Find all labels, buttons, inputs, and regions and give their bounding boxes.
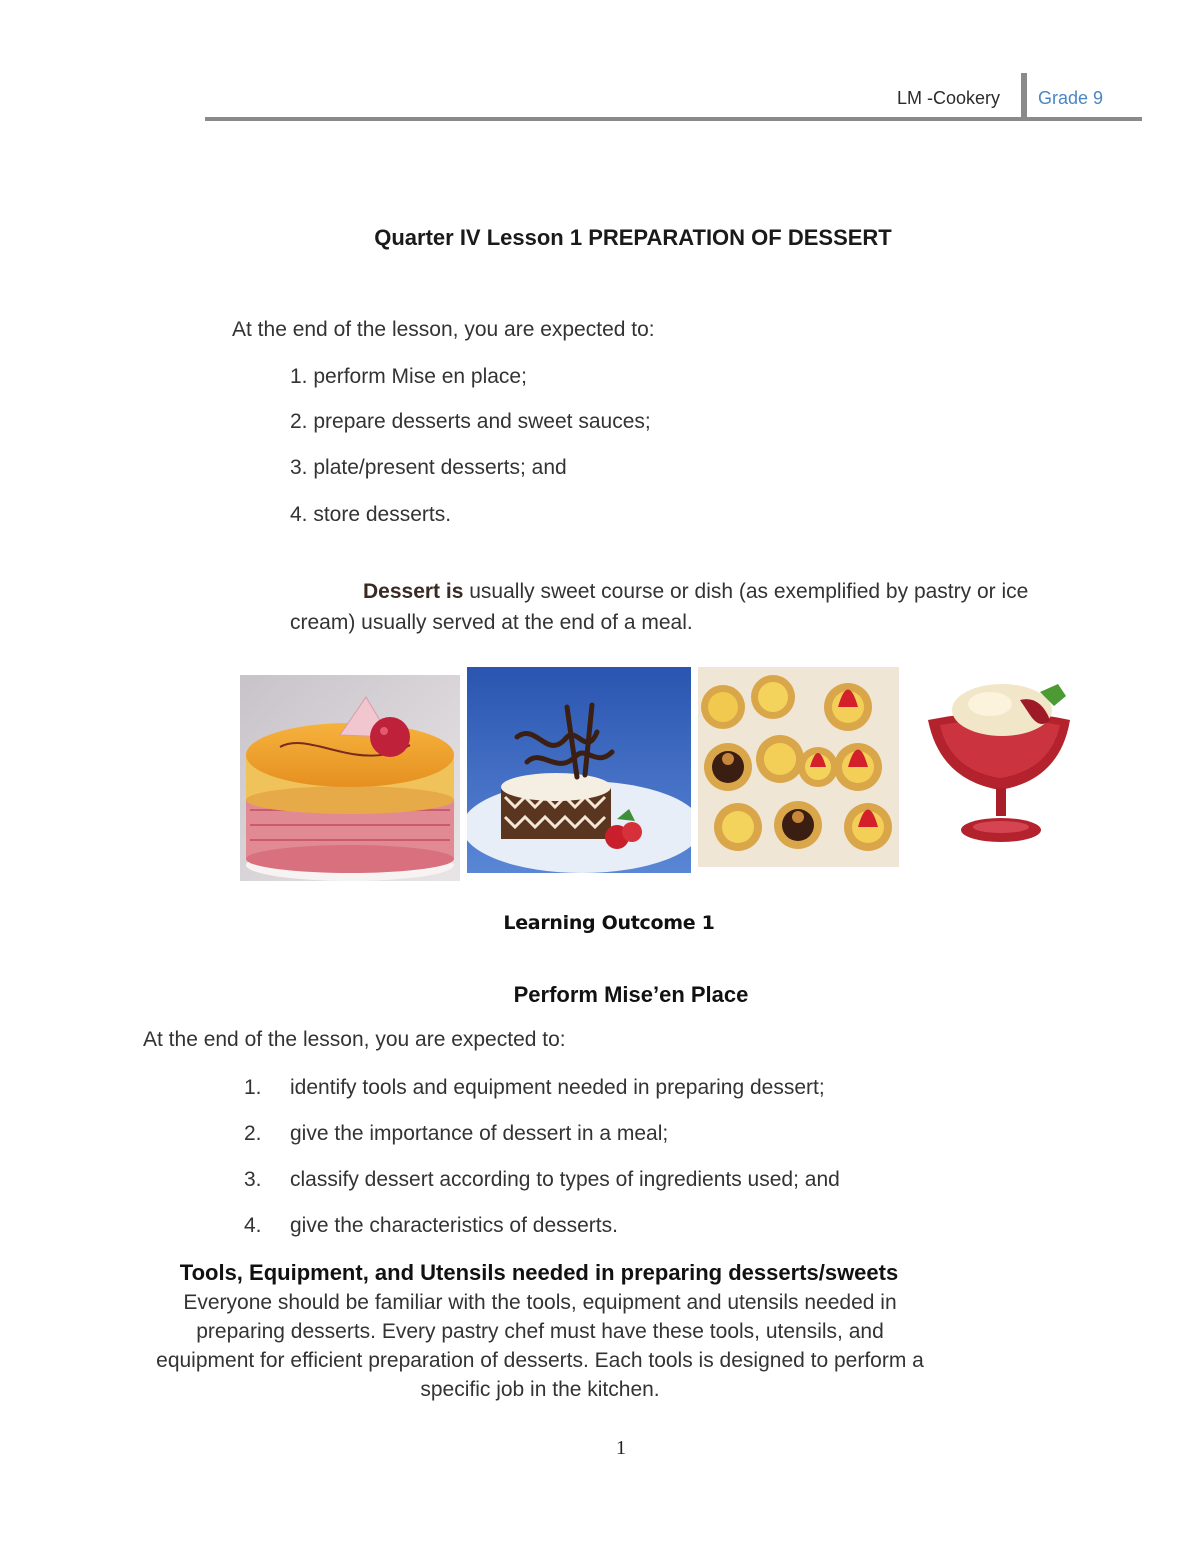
- header-rule: [205, 117, 1142, 121]
- outcome-item: identify tools and equipment needed in preparing dessert;: [290, 1076, 825, 1099]
- outcome-intro: At the end of the lesson, you are expected to:: [143, 1028, 566, 1051]
- page-number: 1: [616, 1437, 626, 1459]
- outcome-number: 2.: [244, 1122, 262, 1145]
- outcome-item: give the characteristics of desserts.: [290, 1214, 618, 1237]
- tools-paragraph: [80, 1288, 1000, 1404]
- outcome-item: classify dessert according to types of ingredients used; and: [290, 1168, 840, 1191]
- learning-outcome-label: Learning Outcome 1: [503, 912, 715, 934]
- lesson-title: Quarter IV Lesson 1 PREPARATION OF DESSERT: [374, 225, 892, 250]
- header-separator: [1021, 73, 1027, 119]
- dessert-definition: [290, 576, 1030, 638]
- header-grade: Grade 9: [1038, 88, 1104, 108]
- objective-item: 2. prepare desserts and sweet sauces;: [290, 410, 651, 433]
- ice-cream-sundae-photo: [920, 680, 1090, 850]
- tools-line: preparing desserts. Every pastry chef must have these tools, utensils, and: [196, 1320, 884, 1343]
- definition-term: Dessert is: [363, 580, 464, 603]
- tools-line: Everyone should be familiar with the tools, equipment and utensils needed in: [183, 1291, 897, 1314]
- outcome-number: 3.: [244, 1168, 262, 1191]
- outcome-item: give the importance of dessert in a meal;: [290, 1122, 669, 1145]
- lesson-intro: At the end of the lesson, you are expected to:: [232, 318, 655, 341]
- chocolate-garnished-dessert-photo: [467, 667, 691, 873]
- tools-heading: Tools, Equipment, and Utensils needed in preparing desserts/sweets: [179, 1260, 899, 1285]
- fruit-tarts-photo: [698, 667, 899, 867]
- objective-item: 4. store desserts.: [290, 503, 452, 526]
- tools-line: equipment for efficient preparation of desserts. Each tools is designed to perform a: [156, 1349, 924, 1372]
- definition-text: usually sweet course or dish (as exemplified by pastry or ice cream) usually served at the end of a meal.: [290, 580, 1029, 634]
- outcome-number: 1.: [244, 1076, 262, 1099]
- mousse-cake-photo: [240, 675, 460, 881]
- outcome-number: 4.: [244, 1214, 262, 1237]
- section-title: Perform Mise’en Place: [513, 982, 749, 1007]
- tools-line: specific job in the kitchen.: [420, 1378, 660, 1401]
- objective-item: 1. perform Mise en place;: [290, 365, 527, 388]
- header-subject: LM -Cookery: [896, 88, 1000, 108]
- objective-item: 3. plate/present desserts; and: [290, 456, 567, 479]
